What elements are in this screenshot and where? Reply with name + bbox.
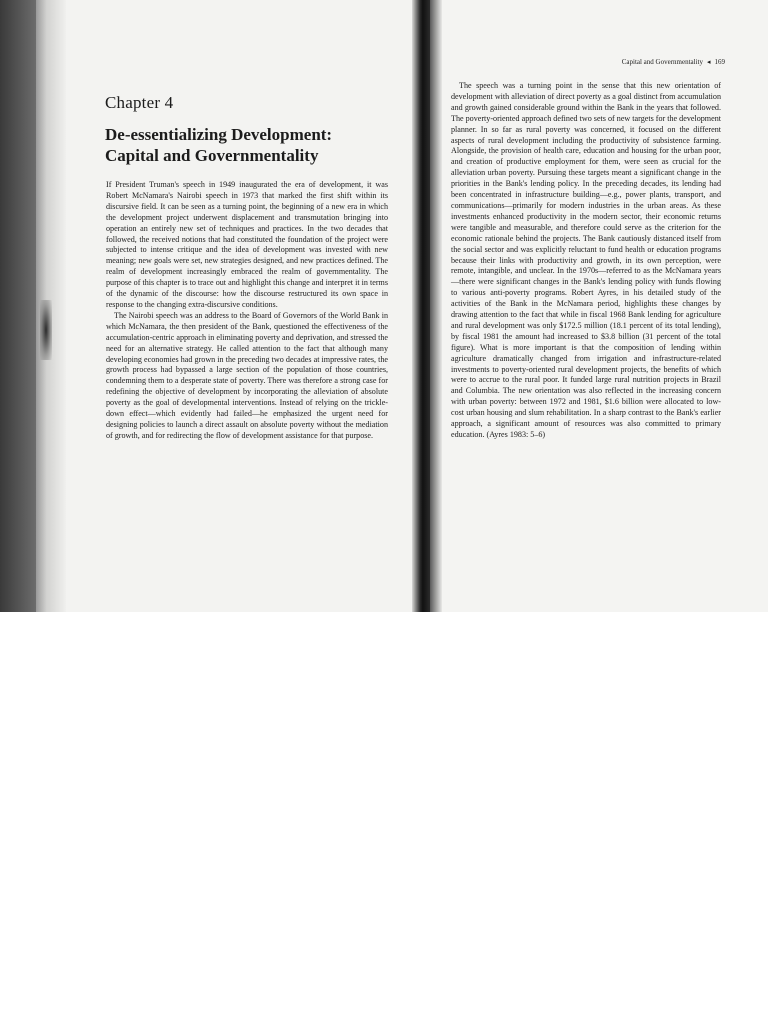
page-number: 169 [714,58,725,66]
right-page-edge [430,0,442,612]
running-head [590,58,725,66]
separator-icon: ◂ [706,58,711,66]
running-head-title: Capital and Governmentality [621,58,703,66]
chapter-title-line-2: Capital and Governmentality [105,146,319,165]
book-gutter [412,0,430,612]
chapter-label: Chapter 4 [105,93,174,112]
paragraph: If President Truman's speech in 1949 inaugurated the era of development, it was Robert McNamara's Nairobi speech in 1973 that marked the first shift within its discursive field. It can be seen as a turning point, the beginning of a new era in which the development project underwent displacement and transmutation bringing into operation an entirely new set of techniques and practices. In the two decades that followed, the received notions that had constituted the foundation of the project were subjected to intense critique and the idea of development was invested with new meaning; new goals were set, new strategies designed, and new practices defined. The realm of development increasingly embraced the realm of governmentality. The purpose of this chapter is to trace out and highlight this change and interpret it in terms of the dynamic of the discourse: how the discourse restructured its own space in response to the changing extra-discursive conditions. [106,180,388,309]
scan-shadow-left [0,0,36,612]
left-body-text [106,180,388,442]
paragraph: The Nairobi speech was an address to the Board of Governors of the World Bank in which McNamara, the then president of the Bank, questioned the effectiveness of the accumulation-centric approach in eliminating poverty and deprivation, and stressed the need for an alternative strategy. He called attention to the fact that although many developing economies had grown in the preceding two decades at impressive rates, the growth process had bypassed a large section of the population of those countries, condemning them to a desperate state of poverty. There was therefore a strong case for redefining the objective of development by incorporating the alleviation of absolute poverty as the goal of developmental interventions. Instead of relying on the trickle-down effect—which evidently had failed—he emphasized the urgent need for designing policies to launch a direct assault on absolute poverty without the mediation of growth, and for redirecting the flow of development assistance for that purpose. [106,310,388,440]
right-body-text [451,81,721,441]
scan-smudge [40,300,52,360]
chapter-title [105,124,395,166]
chapter-title-line-1: De-essentializing Development: [105,125,333,144]
paragraph: The speech was a turning point in the sense that this new orientation of development with alleviation of direct poverty as a goal distinct from accumulation and growth gained considerable ground within the Bank in the years that followed. The poverty-oriented approach defined two sets of new targets for the development planner. In so far as rural poverty was concerned, it focused on the different aspects of rural development including the productivity of subsistence farming. Alongside, the provision of health care, education and housing for the urban poor, and creation of productive employment for them, were seen as crucial for the alleviation urban poverty. Pursuing these targets meant a significant change in the priorities in the Bank's lending policy. In the preceding decades, its lending had been concentrated in infrastructure building—e.g., power plants, transport, and communications—primarily for modern industries in the urban areas. As these investments enhanced productivity in the modern sector, their economic returns were tangible and measurable, and therefore could serve as the criterion for the economic rationale behind the projects. The Bank cautiously distanced itself from the social sector and was explicitly reluctant to fund health or education programs because their links with productivity and growth, in its own perception, were remote, intangible, and unclear. In the 1970s—referred to as the McNamara years—there were significant changes in the Bank's lending policy with funds flowing to various anti-poverty programs. Robert Ayres, in his detailed study of the activities of the Bank in the McNamara period, highlights these changes by drawing attention to the fact that while in fiscal 1968 Bank lending for agriculture and rural development was only $172.5 million (18.1 percent of its total lending), by fiscal 1981 the amount had increased to $3.8 billion (31 percent of the total figure). What is more important is that the composition of lending within agriculture dramatically changed from irrigation and infrastructure-related investments to poverty-oriented rural development projects, the benefits of which were to accrue to the rural poor. It funded large rural nutrition projects in Brazil and Columbia. The new orientation was also reflected in the increasing concern with urban poverty: between 1972 and 1981, $1.6 billion were allocated to low-cost urban housing and slum rehabilitation. In a sharp contrast to the Bank's earlier approach, a significant amount of resources was also committed to primary education. (Ayres 1983: 5–6) [451,81,721,439]
